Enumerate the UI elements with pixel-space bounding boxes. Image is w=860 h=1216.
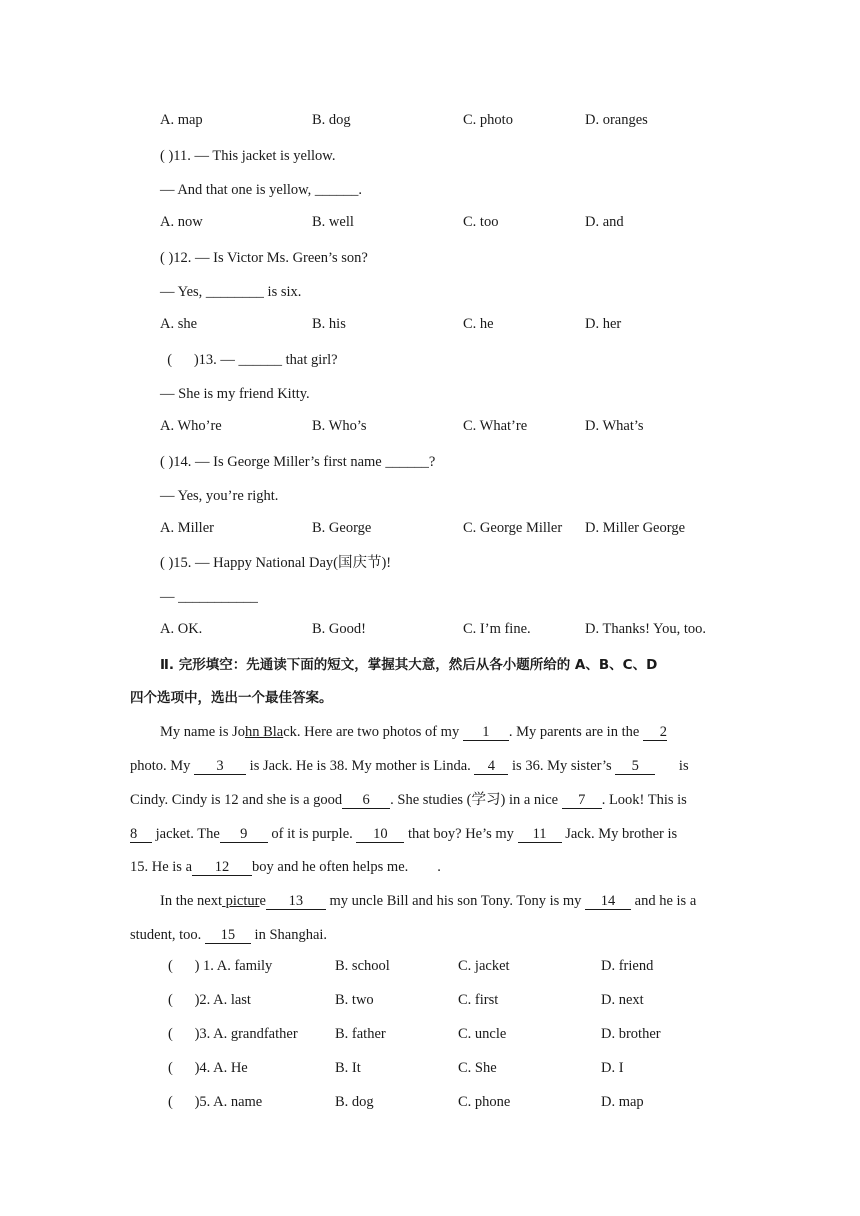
question-stem: ( )12. — Is Victor Ms. Green’s son? [160, 250, 368, 266]
passage-text: of it is purple. [267, 826, 357, 842]
blank-4: 4 [474, 758, 508, 775]
option-c: C. uncle [458, 1026, 507, 1042]
option-b: B. Who’s [312, 418, 367, 434]
question-answer-line: — Yes, ________ is six. [160, 284, 302, 300]
passage-line [130, 790, 732, 810]
option-a: A. now [160, 214, 203, 230]
option-d: D. I [601, 1060, 624, 1076]
passage-line [130, 857, 732, 877]
blank-3: 3 [194, 758, 246, 775]
option-d: D. oranges [585, 112, 648, 128]
passage-line [130, 756, 732, 776]
blank-5: 5 [615, 758, 655, 775]
option-d: D. brother [601, 1026, 661, 1042]
option-b: B. two [335, 992, 374, 1008]
passage-text: 15. He is a [130, 859, 193, 875]
question-stem: ( )13. — ______ that girl? [160, 352, 338, 368]
passage-text: is Jack. He is 38. My mother is Linda. [246, 758, 475, 774]
passage-text: jacket. The [152, 826, 220, 842]
passage-line [130, 824, 732, 844]
option-b: B. dog [312, 112, 351, 128]
option-b: B. Good! [312, 621, 366, 637]
blank-14: 14 [585, 893, 631, 910]
blank-1: 1 [463, 724, 509, 741]
passage-text: Cindy. Cindy is 12 and she is a good [130, 792, 343, 808]
option-d: D. next [601, 992, 644, 1008]
passage-text: e [259, 893, 266, 909]
option-c: C. first [458, 992, 499, 1008]
option-c: C. She [458, 1060, 497, 1076]
question-stem: ( )14. — Is George Miller’s first name ______? [160, 454, 436, 470]
passage-text: . Look! This is [601, 792, 687, 808]
passage-text: pictur [222, 893, 260, 909]
passage-line [130, 925, 732, 945]
option-c: C. phone [458, 1094, 511, 1110]
option-c: C. photo [463, 112, 513, 128]
question-answer-line: — She is my friend Kitty. [160, 386, 310, 402]
question-stem: ( ) 1. A. family [168, 958, 273, 974]
blank-2: 2 [643, 724, 667, 741]
passage-text: my uncle Bill and his son Tony. Tony is my [325, 893, 586, 909]
option-c: C. jacket [458, 958, 510, 974]
question-stem: ( )2. A. last [168, 992, 251, 1008]
passage-text: student, too. [130, 927, 205, 943]
blank-13: 13 [266, 893, 326, 910]
question-answer-line: — And that one is yellow, ______. [160, 182, 363, 198]
passage-text: is [675, 758, 689, 774]
option-b: B. It [335, 1060, 361, 1076]
blank-7: 7 [562, 792, 602, 809]
option-a: A. she [160, 316, 198, 332]
passage-text: and he is a [631, 893, 697, 909]
option-c: C. What’re [463, 418, 528, 434]
option-c: C. too [463, 214, 499, 230]
passage-text: in Shanghai. [250, 927, 328, 943]
blank-8: 8 [130, 826, 152, 843]
passage-text: . She studies (学习) in a nice [390, 792, 562, 808]
option-a: A. OK. [160, 621, 203, 637]
passage-text: boy and he often helps me. . [252, 859, 441, 875]
option-d: D. Thanks! You, too. [585, 621, 706, 637]
option-d: D. and [585, 214, 624, 230]
passage-text: photo. My [130, 758, 195, 774]
passage-text: In the next [160, 893, 223, 909]
question-stem: ( )15. — Happy National Day(国庆节)! [160, 555, 392, 571]
option-a: A. Who’re [160, 418, 222, 434]
option-b: B. dog [335, 1094, 374, 1110]
passage-line [160, 722, 732, 742]
blank-11: 11 [518, 826, 562, 843]
option-d: D. What’s [585, 418, 644, 434]
passage-text: . My parents are in the [508, 724, 643, 740]
passage-text: My name is Jo [160, 724, 245, 740]
passage-text: that boy? He’s my [404, 826, 518, 842]
option-c: C. George Miller [463, 520, 563, 536]
question-answer-line: — ___________ [160, 589, 258, 605]
option-a: A. map [160, 112, 203, 128]
option-d: D. map [601, 1094, 644, 1110]
option-d: D. her [585, 316, 622, 332]
question-stem: ( )3. A. grandfather [168, 1026, 298, 1042]
blank-10: 10 [356, 826, 404, 843]
question-stem: ( )5. A. name [168, 1094, 263, 1110]
blank-15: 15 [205, 927, 251, 944]
option-a: A. Miller [160, 520, 214, 536]
option-c: C. I’m fine. [463, 621, 531, 637]
option-d: D. friend [601, 958, 654, 974]
passage-line [160, 891, 732, 911]
option-b: B. well [312, 214, 354, 230]
passage-text: Jack. My brother is [561, 826, 678, 842]
passage-text: is 36. My sister’s [508, 758, 616, 774]
passage-text: hn Bla [244, 724, 284, 740]
question-stem: ( )4. A. He [168, 1060, 248, 1076]
option-b: B. father [335, 1026, 386, 1042]
section-heading-line-2: 四个选项中，选出一个最佳答案。 [130, 690, 333, 706]
question-stem: ( )11. — This jacket is yellow. [160, 148, 336, 164]
question-answer-line: — Yes, you’re right. [160, 488, 279, 504]
section-heading-line-1: Ⅱ. 完形填空：先通读下面的短文，掌握其大意，然后从各小题所给的 A、B、C、D [160, 657, 658, 673]
blank-12: 12 [192, 859, 252, 876]
blank-6: 6 [342, 792, 390, 809]
option-b: B. school [335, 958, 390, 974]
passage-text: ck. Here are two photos of my [283, 724, 463, 740]
option-b: B. George [312, 520, 372, 536]
blank-9: 9 [220, 826, 268, 843]
option-d: D. Miller George [585, 520, 685, 536]
option-b: B. his [312, 316, 346, 332]
option-c: C. he [463, 316, 494, 332]
